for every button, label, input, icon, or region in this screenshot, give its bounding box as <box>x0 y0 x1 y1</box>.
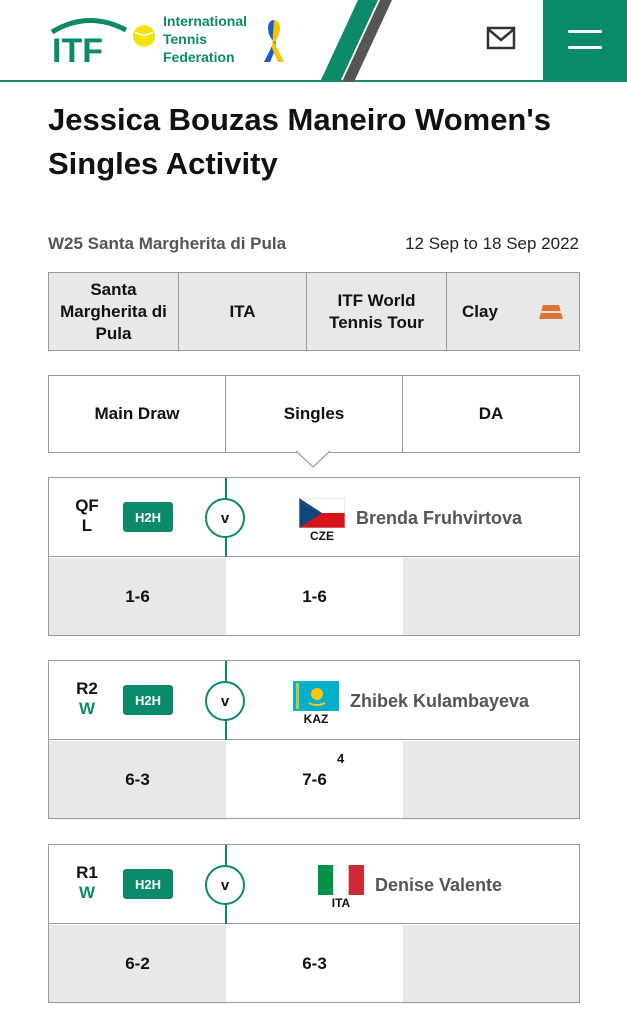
match-round <box>69 679 105 719</box>
match-card <box>48 660 580 819</box>
set3-score <box>403 558 579 635</box>
draw-filter-tabs <box>48 375 580 453</box>
org-name-line3: Federation <box>163 49 235 65</box>
set2-score-value: 7-6 <box>302 769 327 789</box>
tab-main-draw[interactable]: Main Draw <box>49 376 226 452</box>
hamburger-line <box>568 30 602 33</box>
clay-court-icon <box>538 303 564 321</box>
match-header-row <box>49 845 579 924</box>
itf-logo[interactable] <box>48 14 158 66</box>
score-row <box>49 741 579 818</box>
tournament-country: ITA <box>179 273 307 350</box>
opponent-country: KAZ <box>303 712 329 726</box>
match-result: W <box>78 883 96 902</box>
versus-badge: v <box>205 865 245 905</box>
opponent-name[interactable]: Zhibek Kulambayeva <box>350 691 530 711</box>
versus-badge: v <box>205 681 245 721</box>
set3-score <box>403 741 579 818</box>
set1-score: 1-6 <box>49 558 226 635</box>
match-result: W <box>78 699 96 718</box>
tournament-info-table <box>48 272 580 351</box>
site-header <box>0 0 627 82</box>
match-result: L <box>81 516 93 535</box>
tournament-location: Santa Margherita di Pula <box>49 273 179 350</box>
match-round <box>69 863 105 903</box>
set1-score: 6-3 <box>49 741 226 818</box>
h2h-button[interactable]: H2H <box>123 869 173 899</box>
czech-flag-icon <box>299 498 345 528</box>
itf-org-name <box>163 12 247 66</box>
match-card <box>48 477 580 636</box>
h2h-button[interactable]: H2H <box>123 685 173 715</box>
surface-label: Clay <box>462 301 498 321</box>
mail-icon[interactable] <box>486 26 516 50</box>
kazakhstan-flag-icon <box>293 681 339 711</box>
h2h-button[interactable]: H2H <box>123 502 173 532</box>
set2-score <box>226 741 403 818</box>
match-round <box>69 496 105 536</box>
score-row <box>49 925 579 1002</box>
tournament-dates: 12 Sep to 18 Sep 2022 <box>405 234 579 253</box>
set3-score <box>403 925 579 1002</box>
opponent-country: CZE <box>310 529 334 543</box>
org-name-line1: International <box>163 13 248 29</box>
match-header-row <box>49 478 579 557</box>
tournament-tour: ITF World Tennis Tour <box>307 273 447 350</box>
tournament-name[interactable]: W25 Santa Margherita di Pula <box>48 234 287 253</box>
org-name-line2: Tennis <box>163 31 208 47</box>
menu-button[interactable] <box>543 0 627 82</box>
set1-score: 6-2 <box>49 925 226 1002</box>
match-card <box>48 844 580 1003</box>
tab-da[interactable]: DA <box>478 404 504 423</box>
active-tab-caret-icon <box>296 451 330 469</box>
set2-score-value: 6-3 <box>302 953 327 973</box>
round-label: R2 <box>76 679 98 698</box>
versus-badge: v <box>205 498 245 538</box>
hamburger-line <box>568 46 602 49</box>
opponent-country: ITA <box>331 896 351 910</box>
tiebreak-score: 4 <box>337 751 345 766</box>
round-label: R1 <box>76 863 98 882</box>
page-title: Jessica Bouzas Maneiro Women's Singles Activity <box>48 102 551 181</box>
header-stripes <box>282 0 392 82</box>
set2-score-value: 1-6 <box>302 586 327 606</box>
tab-singles[interactable]: Singles <box>226 376 403 452</box>
opponent-name[interactable]: Brenda Fruhvirtova <box>356 508 523 528</box>
score-row <box>49 558 579 635</box>
italy-flag-icon <box>318 865 364 895</box>
opponent-name[interactable]: Denise Valente <box>375 875 503 895</box>
svg-text:ITF: ITF <box>52 32 103 66</box>
set2-score <box>226 925 403 1002</box>
round-label: QF <box>75 496 99 515</box>
match-header-row <box>49 661 579 740</box>
set2-score <box>226 558 403 635</box>
tournament-surface <box>447 273 579 350</box>
